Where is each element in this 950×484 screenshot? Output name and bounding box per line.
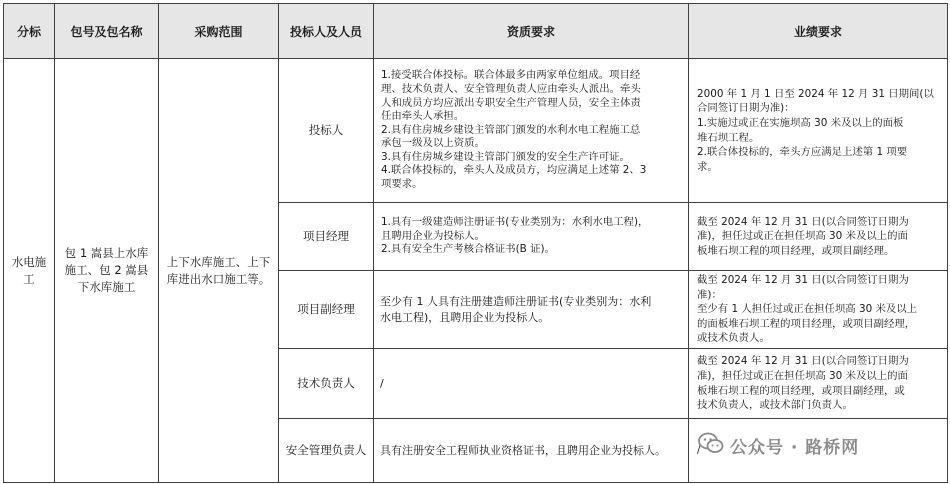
category-line: 工	[23, 271, 35, 286]
performance-line: 截至 2024 年 12 月 31 日(以合同签订日期为	[697, 215, 909, 228]
performance-line: 准)，担任过或正在担任坝高 30 米及以上的面	[697, 369, 908, 382]
qualification-line: 理、技术负责人、安全管理负责人应由牵头人派出。牵头	[381, 82, 641, 95]
qualification-line: 3.具有住房城乡建设主管部门颁发的安全生产许可证。	[381, 150, 630, 163]
qualification-line: /	[380, 376, 384, 390]
role-cell: 项目经理	[279, 203, 374, 271]
performance-cell	[689, 203, 948, 271]
qualification-line: 项要求。	[381, 178, 423, 191]
qualification-line: 具有注册安全工程师执业资格证书，且聘用企业为投标人。	[380, 443, 666, 457]
scope-line: 上下水库施工、上下	[166, 254, 271, 269]
header-performance: 业绩要求	[689, 4, 948, 59]
qualification-line: 至少有 1 人具有注册建造师注册证书(专业类别为：水利	[380, 294, 652, 308]
package-cell	[55, 59, 159, 483]
performance-cell	[689, 271, 948, 349]
role-cell: 投标人	[279, 59, 374, 203]
scope-cell	[159, 59, 279, 483]
qualification-cell	[374, 59, 689, 203]
performance-line: 的面板堆石坝工程的项目经理，或项目副经理，	[697, 317, 916, 330]
qualification-cell	[374, 271, 689, 349]
qualification-cell	[374, 203, 689, 271]
qualification-line: 2.具有安全生产考核合格证书(B 证)。	[381, 243, 555, 256]
performance-cell	[689, 59, 948, 203]
qualification-line: 任由牵头人承担。	[381, 110, 465, 123]
performance-line: 截至 2024 年 12 月 31 日(以合同签订日期为	[697, 274, 909, 287]
qualification-line: 水电工程)，且聘用企业为投标人。	[380, 310, 550, 324]
qualification-line: 且聘用企业为投标人。	[381, 229, 485, 242]
performance-line: 技术负责人，或技术部门负责人。	[697, 399, 853, 412]
role-cell: 技术负责人	[279, 349, 374, 419]
performance-line: 求。	[697, 160, 718, 173]
watermark-text: 公众号 · 路桥网	[730, 438, 860, 458]
performance-line: 或技术负责人。	[697, 332, 770, 345]
performance-cell	[689, 349, 948, 419]
performance-line: 至少有 1 人担任过或正在担任坝高 30 米及以上	[697, 303, 918, 316]
qualification-line: 2.具有住房城乡建设主管部门颁发的水利水电工程施工总	[381, 123, 641, 136]
role-cell: 项目副经理	[279, 271, 374, 349]
qualification-line: 承包一级及以上资质。	[381, 137, 485, 150]
header-category: 分标	[4, 4, 55, 59]
performance-line: 1.实施过或正在实施坝高 30 米及以上的面板	[697, 116, 904, 129]
watermark	[698, 432, 859, 459]
performance-line: 2.联合体投标的，牵头方应满足上述第 1 项要	[697, 146, 908, 159]
category-line: 水电施	[11, 254, 47, 269]
qualification-line: 4.联合体投标的，牵头人及成员方，均应满足上述第 2、3	[381, 164, 647, 177]
header-scope: 采购范围	[159, 4, 279, 59]
performance-line: /	[697, 444, 701, 457]
performance-line: 板堆石坝工程的项目经理，或项目副经理。	[697, 244, 895, 257]
category-cell	[4, 59, 55, 483]
qualification-line: 人和成员方均应派出专职安全生产管理人员，安全主体责	[381, 96, 641, 109]
qualification-line: 1.接受联合体投标。联合体最多由两家单位组成。项目经	[381, 69, 641, 82]
package-line: 下水库施工	[77, 280, 136, 294]
scope-line: 库进出水口施工等。	[166, 271, 271, 286]
performance-line: 合同签订日期为准)：	[697, 102, 795, 115]
requirements-table	[3, 3, 948, 483]
qualification-line: 1.具有一级建造师注册证书(专业类别为：水利水电工程)，	[381, 216, 649, 229]
table-row	[4, 59, 948, 203]
performance-line: 板堆石坝工程的项目经理，或项目副经理，或	[697, 384, 905, 397]
role-cell: 安全管理负责人	[279, 419, 374, 483]
header-qualification: 资质要求	[374, 4, 689, 59]
header-role: 投标人及人员	[279, 4, 374, 59]
header-package: 包号及包名称	[55, 4, 159, 59]
performance-line: 截至 2024 年 12 月 31 日(以合同签订日期为	[697, 355, 909, 368]
performance-line: 2000 年 1 月 1 日至 2024 年 12 月 31 日期间(以	[697, 87, 934, 100]
performance-line: 准)，担任过或正在担任坝高 30 米及以上的面	[697, 230, 908, 243]
wechat-icon	[698, 432, 724, 459]
qualification-cell	[374, 349, 689, 419]
package-line: 施工、包 2 嵩县	[64, 263, 149, 277]
performance-line: 准)：	[697, 288, 722, 301]
package-line: 包 1 嵩县上水库	[64, 246, 149, 260]
header-row	[4, 4, 948, 59]
qualification-cell	[374, 419, 689, 483]
performance-line: 堆石坝工程。	[697, 131, 760, 144]
